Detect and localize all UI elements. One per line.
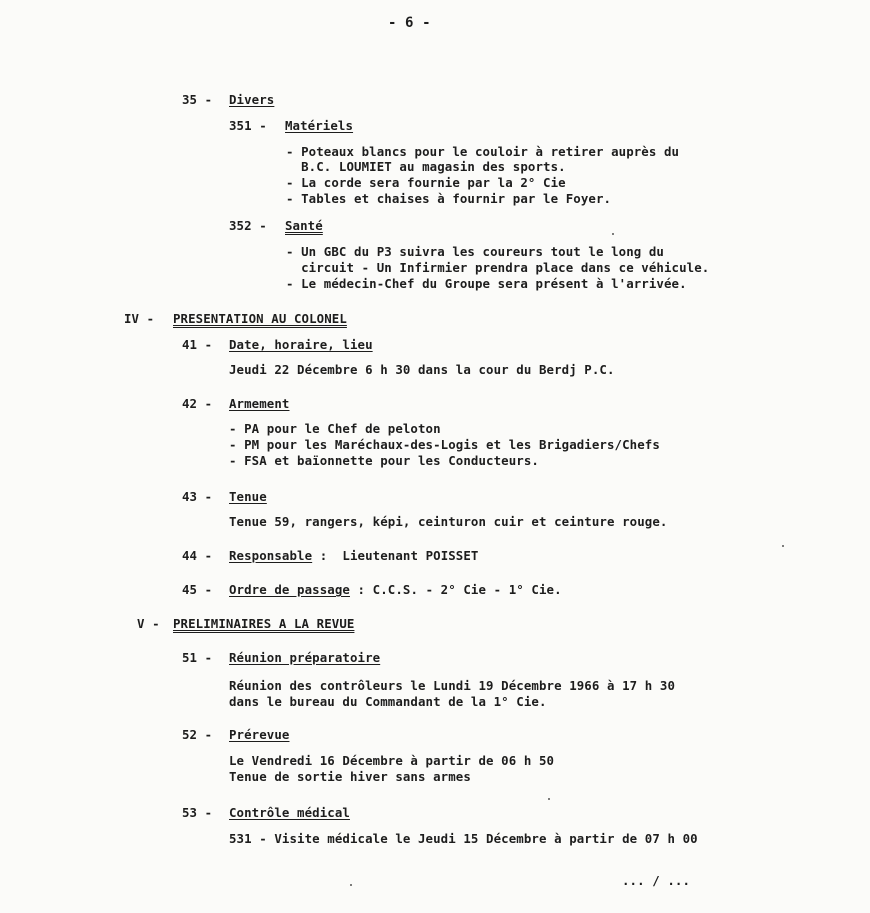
section-45-number: 45 - — [182, 582, 213, 597]
section-35-number: 35 - — [182, 92, 213, 107]
section-IV-title: PRESENTATION AU COLONEL — [173, 311, 347, 326]
section-41-title: Date, horaire, lieu — [229, 337, 373, 352]
continued-marker: ... / ... — [622, 873, 691, 888]
section-42-line: - FSA et baïonnette pour les Conducteurs. — [229, 453, 539, 468]
section-44-title: Responsable — [229, 548, 313, 563]
scan-speck — [350, 884, 352, 886]
section-351-line: - Poteaux blancs pour le couloir à retirer auprès du — [286, 144, 680, 159]
section-V-number: V - — [137, 616, 160, 631]
section-53-number: 53 - — [182, 805, 213, 820]
section-35-title: Divers — [229, 92, 275, 107]
section-43-body: Tenue 59, rangers, képi, ceinturon cuir et ceinture rouge. — [229, 514, 668, 529]
section-44-number: 44 - — [182, 548, 213, 563]
section-52-line: Tenue de sortie hiver sans armes — [229, 769, 471, 784]
page-number: - 6 - — [388, 15, 431, 31]
section-45-title: Ordre de passage — [229, 582, 350, 597]
section-351-line: - Tables et chaises à fournir par le Foyer. — [286, 191, 612, 206]
section-352-line: circuit - Un Infirmier prendra place dans ce véhicule. — [286, 260, 710, 275]
section-51-line: dans le bureau du Commandant de la 1° Cie. — [229, 694, 547, 709]
section-352-title: Santé — [285, 218, 323, 233]
section-42-line: - PM pour les Maréchaux-des-Logis et les Brigadiers/Chefs — [229, 437, 660, 452]
section-53-line: 531 - Visite médicale le Jeudi 15 Décembre à partir de 07 h 00 — [229, 831, 698, 846]
section-41-body: Jeudi 22 Décembre 6 h 30 dans la cour du Berdj P.C. — [229, 362, 615, 377]
section-IV-number: IV - — [124, 311, 155, 326]
section-352-line: - Le médecin-Chef du Groupe sera présent à l'arrivée. — [286, 276, 687, 291]
section-352-line: - Un GBC du P3 suivra les coureurs tout le long du — [286, 244, 664, 259]
section-52-title: Prérevue — [229, 727, 290, 742]
section-44-line — [229, 549, 479, 563]
section-44-value: : Lieutenant POISSET — [312, 548, 479, 563]
section-53-title: Contrôle médical — [229, 805, 350, 820]
section-51-number: 51 - — [182, 650, 213, 665]
section-351-title: Matériels — [285, 118, 354, 133]
section-52-line: Le Vendredi 16 Décembre à partir de 06 h 50 — [229, 753, 555, 768]
section-45-line — [229, 583, 562, 597]
section-352-number: 352 - — [229, 218, 267, 233]
section-45-value: : C.C.S. - 2° Cie - 1° Cie. — [349, 582, 562, 597]
section-43-number: 43 - — [182, 489, 213, 504]
section-351-line: - La corde sera fournie par la 2° Cie — [286, 175, 566, 190]
scan-speck — [548, 798, 550, 800]
section-42-line: - PA pour le Chef de peloton — [229, 421, 441, 436]
section-351-number: 351 - — [229, 118, 267, 133]
section-51-title: Réunion préparatoire — [229, 650, 381, 665]
section-V-title: PRELIMINAIRES A LA REVUE — [173, 616, 355, 631]
scan-speck — [612, 233, 614, 235]
section-42-title: Armement — [229, 396, 290, 411]
section-51-line: Réunion des contrôleurs le Lundi 19 Décembre 1966 à 17 h 30 — [229, 678, 676, 693]
section-42-number: 42 - — [182, 396, 213, 411]
scan-speck — [782, 545, 784, 547]
section-351-line: B.C. LOUMIET au magasin des sports. — [286, 159, 566, 174]
section-41-number: 41 - — [182, 337, 213, 352]
section-43-title: Tenue — [229, 489, 267, 504]
section-52-number: 52 - — [182, 727, 213, 742]
